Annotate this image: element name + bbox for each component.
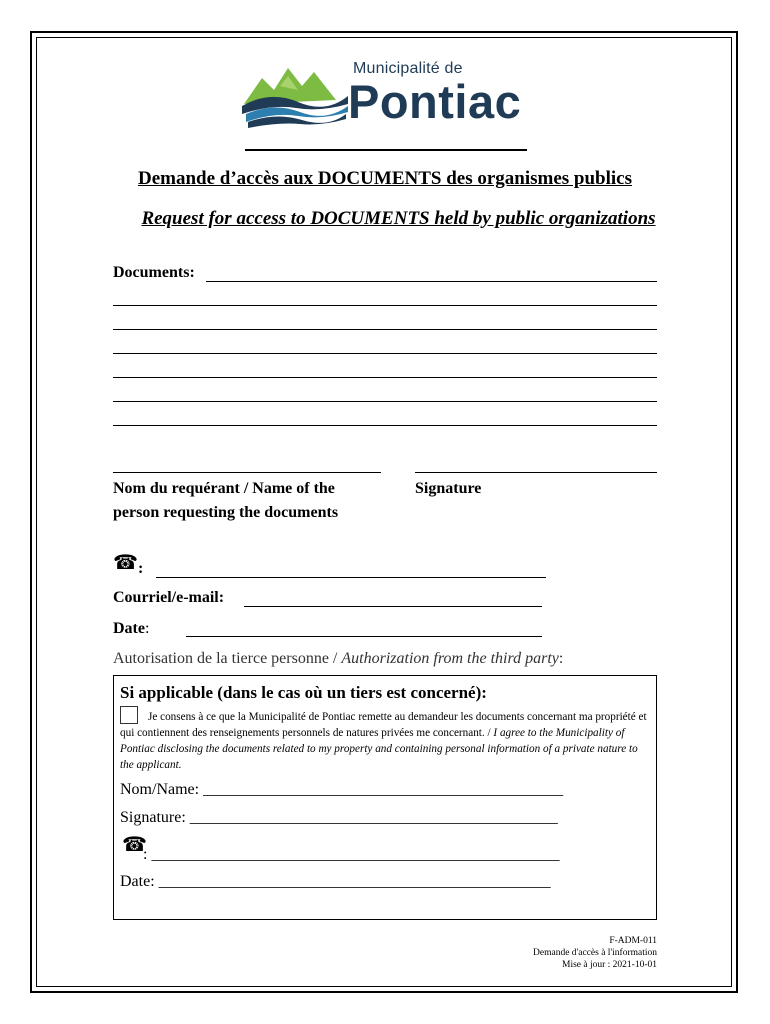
documents-field-line[interactable] (113, 305, 657, 306)
documents-field-line[interactable] (113, 377, 657, 378)
logo-line2: Pontiac (348, 75, 522, 128)
third-party-heading: Si applicable (dans le cas où un tiers est concerné): (120, 683, 487, 702)
documents-field-line[interactable] (113, 353, 657, 354)
municipality-logo (240, 56, 535, 134)
phone-field-line[interactable] (156, 577, 546, 578)
third-party-date-field[interactable]: Date: _________________________________________________ (120, 873, 551, 890)
date-label-text: Date (113, 620, 145, 637)
third-party-name-field[interactable]: Nom/Name: _____________________________________________ (120, 781, 564, 798)
footer-code: F-ADM-011 (609, 936, 657, 946)
authorization-title-colon: : (558, 650, 564, 667)
logo-mountains-icon (240, 56, 350, 134)
page-title-fr: Demande d’accès aux DOCUMENTS des organismes publics (137, 168, 633, 189)
footer (533, 935, 657, 971)
signature-field-line[interactable] (415, 472, 657, 473)
authorization-title-en: Authorization from the third party (341, 650, 559, 667)
documents-field-line[interactable] (113, 401, 657, 402)
logo-underline (245, 149, 527, 151)
documents-field-line[interactable] (206, 281, 657, 282)
date-colon: : (144, 620, 150, 637)
email-label: Courriel/e-mail: (113, 589, 225, 606)
third-party-phone-icon: ☎ (122, 832, 147, 856)
footer-subtitle: Demande d'accès à l'information (533, 948, 657, 958)
consent-text-fr: Je consens à ce que la Municipalité de Pontiac remette au demandeur les documents concernant ma propriété et qui contiennent des renseignements personnels de natures privées me concernant. / (120, 711, 647, 739)
signature-label: Signature (415, 480, 482, 497)
name-label-line1: Nom du requérant / Name of the (113, 480, 335, 497)
consent-text-en: I agree to the Municipality of Pontiac disclosing the documents related to my property and containing personal information of a private nature to the applicant. (120, 727, 638, 771)
documents-label: Documents: (113, 264, 195, 281)
authorization-title (113, 650, 563, 668)
page-title-en: Request for access to DOCUMENTS held by public organizations (141, 208, 656, 229)
documents-field-line[interactable] (113, 329, 657, 330)
third-party-phone-field[interactable]: : ___________________________________________________ (143, 846, 560, 863)
consent-text (120, 709, 653, 773)
email-field-line[interactable] (244, 606, 542, 607)
logo-line1: Municipalité de (353, 60, 463, 77)
name-label-line2: person requesting the documents (113, 504, 339, 521)
phone-colon: : (138, 560, 144, 577)
date-label (113, 620, 149, 638)
authorization-title-fr: Autorisation de la tierce personne / (113, 650, 342, 667)
name-field-line[interactable] (113, 472, 381, 473)
date-field-line[interactable] (186, 636, 542, 637)
footer-updated: Mise à jour : 2021-10-01 (562, 960, 657, 970)
third-party-signature-field[interactable]: Signature: ______________________________________________ (120, 809, 558, 826)
phone-icon: ☎ (113, 550, 138, 574)
documents-field-line[interactable] (113, 425, 657, 426)
